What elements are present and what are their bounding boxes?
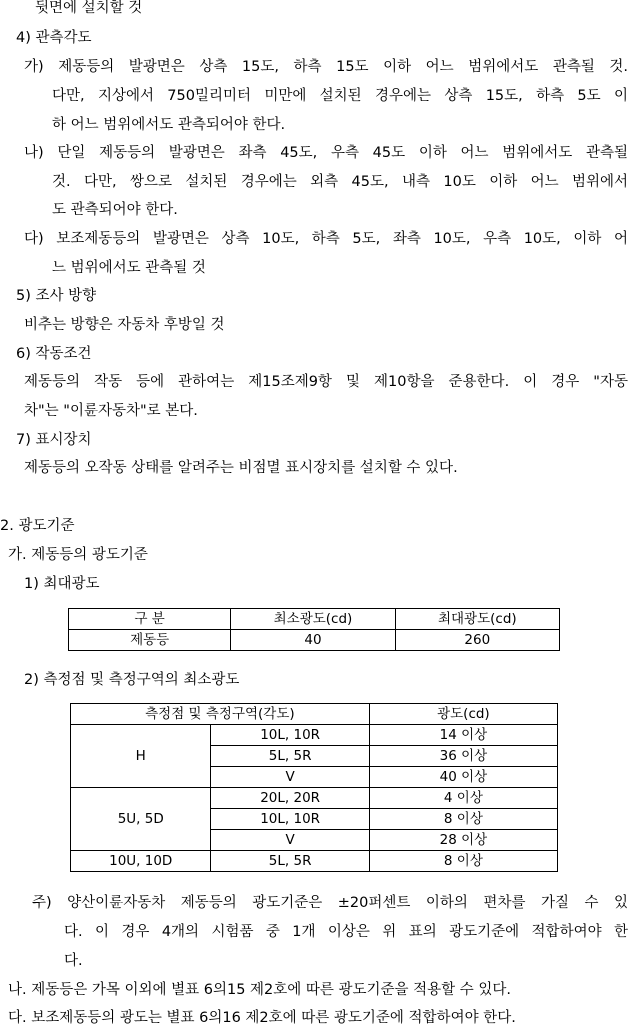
table-cell: 36 이상 [369, 746, 557, 767]
text-line: 가) 제동등의 발광면은 상측 15도, 하측 15도 이하 어느 범위에서도 관측될 것. [24, 59, 628, 75]
table-cell: 5L, 5R [211, 746, 369, 767]
text-line: 도 관측되어야 한다. [52, 202, 178, 218]
section-heading-4: 4) 관측각도 [16, 30, 92, 46]
table-cell: 40 이상 [369, 767, 557, 788]
table-cell: 10L, 10R [211, 725, 369, 746]
table-cell: 20L, 20R [211, 788, 369, 809]
text-line: 하 어느 범위에서도 관측되어야 한다. [52, 117, 286, 133]
table-cell: 14 이상 [369, 725, 557, 746]
measurement-point-table [70, 703, 558, 872]
table-header-cell: 측정점 및 측정구역(각도) [71, 704, 370, 725]
table-cell: 8 이상 [369, 851, 557, 872]
text-line: 제동등의 작동 등에 관하여는 제15조제9항 및 제10항을 준용한다. 이 경우 "자동 [24, 374, 628, 390]
text-line: 뒷면에 설치할 것 [35, 0, 143, 16]
table-header-row [69, 609, 560, 630]
table-row [71, 851, 558, 872]
table-row [71, 788, 558, 809]
table-group-cell: 10U, 10D [71, 851, 211, 872]
text-line: 제동등의 오작동 상태를 알려주는 비점멸 표시장치를 설치할 수 있다. [24, 460, 458, 476]
table-cell: V [211, 767, 369, 788]
table-row [69, 630, 560, 651]
subsection-heading: 가. 제동등의 광도기준 [8, 547, 148, 563]
section-heading-2: 2. 광도기준 [0, 518, 75, 534]
text-line: 비추는 방향은 자동차 후방일 것 [24, 317, 225, 333]
text-line: 느 범위에서도 관측될 것 [52, 260, 206, 276]
note-line: 주) 양산이륜자동차 제동등의 광도기준은 ±20퍼센트 이하의 편차를 가질 수 있 [32, 895, 628, 911]
table-cell: 260 [395, 630, 559, 651]
text-line: 다) 보조제동등의 발광면은 상측 10도, 하측 5도, 좌측 10도, 우측 10도, 이하 어 [24, 231, 628, 247]
table-header-cell: 광도(cd) [369, 704, 557, 725]
text-line: 차"는 "이륜자동차"로 본다. [24, 403, 198, 419]
table-cell: 40 [231, 630, 395, 651]
table-cell: 10L, 10R [211, 809, 369, 830]
table-group-cell: H [71, 725, 211, 788]
section-heading-7: 7) 표시장치 [16, 432, 92, 448]
note-line: 다. 이 경우 4개의 시험품 중 1개 이상은 위 표의 광도기준에 적합하여야 한 [64, 924, 628, 940]
table-row [71, 725, 558, 746]
subsection-heading: 1) 최대광도 [24, 576, 100, 592]
table-cell: 28 이상 [369, 830, 557, 851]
subsection-heading: 2) 측정점 및 측정구역의 최소광도 [24, 672, 240, 688]
table-group-cell: 5U, 5D [71, 788, 211, 851]
section-heading-5: 5) 조사 방향 [16, 288, 97, 304]
table-cell: 제동등 [69, 630, 231, 651]
note-line: 다. [64, 953, 83, 969]
table-header-cell: 최소광도(cd) [231, 609, 395, 630]
table-cell: 4 이상 [369, 788, 557, 809]
table-header-cell: 구 분 [69, 609, 231, 630]
text-line: 나. 제동등은 가목 이외에 별표 6의15 제2호에 따른 광도기준을 적용할 수 있다. [8, 982, 512, 998]
text-line: 다만, 지상에서 750밀리미터 미만에 설치된 경우에는 상측 15도, 하측 5도 이 [52, 88, 628, 104]
text-line: 것. 다만, 쌍으로 설치된 경우에는 외측 45도, 내측 10도 이하 어느 범위에서 [52, 174, 628, 190]
table-header-row [71, 704, 558, 725]
text-line: 나) 단일 제동등의 발광면은 좌측 45도, 우측 45도 이하 어느 범위에서도 관측될 [24, 145, 628, 161]
max-luminance-table [68, 608, 560, 651]
table-cell: V [211, 830, 369, 851]
table-header-cell: 최대광도(cd) [395, 609, 559, 630]
section-heading-6: 6) 작동조건 [16, 346, 92, 362]
table-cell: 5L, 5R [211, 851, 369, 872]
table-cell: 8 이상 [369, 809, 557, 830]
text-line: 다. 보조제동등의 광도는 별표 6의16 제2호에 따른 광도기준에 적합하여야 한다. [8, 1010, 516, 1026]
